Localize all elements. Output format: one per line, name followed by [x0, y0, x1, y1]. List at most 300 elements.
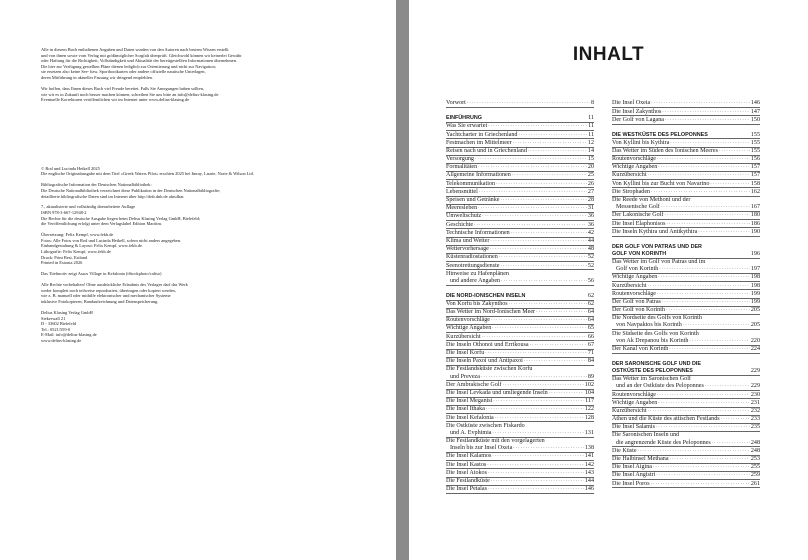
toc-entry-title: Die Halbinsel Methana: [612, 456, 669, 463]
toc-entry: [446, 131, 594, 139]
toc-entry-title: Wichtige Angaben: [446, 325, 492, 332]
toc-page-number: 231: [750, 399, 760, 406]
toc-entry: [446, 180, 594, 188]
toc-entry-title: Küstenradiostationen: [446, 254, 498, 261]
toc-page-number: 197: [750, 266, 760, 273]
toc-page-number: 199: [750, 290, 760, 297]
toc-leader-dots: [666, 221, 749, 228]
toc-entry-title: die angrenzende Küste des Peloponnes: [616, 439, 711, 446]
toc-entry-title: Klima und Wetter: [446, 237, 490, 244]
imprint-paragraph: Bibliografische Information der Deutschen Nationalbibliothek: Die Deutsche Nationalbibliothek verzeichnet diese Publikation in der Deutschen Nationalbibliografie; detaillierte bibliografische Daten sind im Internet über http://dnb.dnb.de abrufbar.: [41, 182, 221, 199]
toc-entry-title: Seenotrettungsdienste: [446, 262, 500, 269]
toc-page-number: 180: [750, 212, 760, 219]
toc-page-number: 62: [587, 292, 594, 299]
toc-leader-dots: [710, 181, 749, 188]
toc-entry: [446, 221, 594, 229]
toc-entry: [612, 480, 760, 488]
toc-leader-dots: [485, 350, 587, 357]
toc-leader-dots: [657, 291, 750, 298]
toc-entry: [446, 100, 594, 108]
toc-entry: [612, 180, 760, 188]
toc-page-number: 205: [750, 322, 760, 329]
toc-page-number: 26: [587, 180, 594, 187]
toc-page-number: 155: [750, 131, 760, 138]
toc-entry: [446, 341, 594, 349]
toc-leader-dots: [670, 140, 750, 147]
toc-leader-dots: [487, 462, 584, 469]
toc-leader-dots: [496, 181, 587, 188]
toc-entry-title: Golf von Korinth: [616, 266, 659, 273]
toc-leader-dots: [492, 430, 583, 437]
toc-leader-dots: [481, 374, 587, 381]
toc-entry-title: Versorgung: [446, 156, 474, 163]
toc-entry-title: DER GOLF VON PATRAS UND DER: [612, 243, 702, 250]
toc-page-number: 84: [587, 358, 594, 365]
toc-entry-title: Wichtige Angaben: [612, 164, 658, 171]
toc-entry: [612, 228, 760, 236]
toc-leader-dots: [524, 358, 587, 365]
toc-leader-dots: [474, 222, 587, 229]
toc-entry-title: Messenische Golf: [616, 204, 660, 211]
toc-entry: [446, 270, 594, 277]
toc-leader-dots: [486, 406, 584, 413]
toc-leader-dots: [651, 189, 750, 196]
toc-spacer: [612, 125, 760, 132]
toc-entry-title: Kurzübersicht: [612, 282, 647, 289]
toc-entry: [612, 259, 760, 266]
toc-page-number: 229: [750, 383, 760, 390]
toc-entry-title: Die Insel Kastos: [446, 461, 487, 468]
toc-leader-dots: [651, 481, 750, 488]
toc-leader-dots: [509, 301, 587, 308]
toc-entry: [612, 424, 760, 432]
toc-entry-title: Athen und die Küste des attischen Festlands: [612, 416, 720, 423]
toc-page-number: 102: [584, 381, 594, 388]
toc-entry-title: Inseln bis zur Insel Oxeia: [450, 445, 513, 452]
toc-page-number: 64: [587, 317, 594, 324]
toc-leader-dots: [665, 117, 750, 124]
toc-leader-dots: [528, 148, 587, 155]
toc-page-number: 146: [584, 486, 594, 493]
toc-page-number: 142: [584, 461, 594, 468]
toc-entry: [446, 229, 594, 237]
toc-entry: [612, 274, 760, 282]
toc-entry-title: DIE WESTKÜSTE DES PELOPONNES: [612, 131, 708, 138]
imprint-paragraph: Übersetzung: Felix Kempf, www.fekb.de Fotos: Alle Fotos von Rod und Lucinda Heikell, sofern nicht anders angegeben. Einbandgestaltung & Layout: Felix Kempf, www.fekb.de Lithografie: Felix Kempf, www.fekb.de Druck: Print Best, Estland Printed in Estonia 2026: [41, 232, 182, 266]
toc-entry: [612, 432, 760, 439]
toc-page-number: 117: [585, 398, 594, 405]
toc-page-number: 104: [584, 389, 594, 396]
toc-entry: [612, 439, 760, 447]
toc-entry-title: und andere Angaben: [450, 277, 501, 284]
toc-leader-dots: [683, 322, 750, 329]
toc-entry: [612, 456, 760, 464]
toc-leader-dots: [698, 229, 750, 236]
toc-page-number: 138: [584, 445, 594, 452]
toc-page-number: 15: [587, 156, 594, 163]
imprint-paragraph: 7., aktualisierte und vollständig überarbeitete Auflage ISBN 978-3-667-12948-2 Die Rechte für die deutsche Ausgabe liegen beim Delius Klasing Verlag GmbH, Bielefeld; die Veröffentlichung erfolgt unter dem Verlagslabel Edition Maritim.: [41, 204, 201, 227]
toc-spacer: [446, 108, 594, 115]
toc-entry-title: Technische Informationen: [446, 229, 510, 236]
toc-leader-dots: [500, 197, 586, 204]
toc-leader-dots: [670, 456, 750, 463]
toc-page-number: 261: [750, 480, 760, 487]
toc-entry: [612, 346, 760, 354]
toc-leader-dots: [658, 400, 750, 407]
toc-page-number: 71: [587, 350, 594, 357]
toc-entry-title: Die Festlandküste mit den vorgelagerten: [446, 438, 545, 445]
toc-leader-dots: [721, 416, 750, 423]
toc-entry-title: Von Korfu bis Zakynthos: [446, 300, 508, 307]
toc-page-number: 36: [587, 221, 594, 228]
toc-leader-dots: [656, 424, 750, 431]
toc-entry-title: Der Golf von Lagana: [612, 116, 664, 123]
toc-entry: [446, 398, 594, 406]
toc-page-number: 157: [750, 164, 760, 171]
toc-entry-title: Die Inseln Othonoi und Errikousa: [446, 341, 529, 348]
toc-entry: [446, 390, 594, 398]
toc-leader-dots: [705, 383, 750, 390]
toc-entry-title: Wichtige Angaben: [612, 399, 658, 406]
toc-page-number: 44: [587, 237, 594, 244]
toc-page-number: 62: [587, 300, 594, 307]
toc-leader-dots: [651, 100, 750, 107]
toc-entry-title: Vorwort: [446, 100, 466, 107]
toc-entry-title: Die Küste: [612, 447, 637, 454]
toc-entry: [612, 220, 760, 228]
toc-entry: [446, 350, 594, 358]
toc-entry-title: DER SARONISCHE GOLF UND DIE: [612, 360, 701, 367]
toc-entry-title: Die Insel Kefalonia: [446, 414, 494, 421]
toc-page-number: 12: [587, 139, 594, 146]
toc-entry: [612, 282, 760, 290]
toc-entry: [612, 197, 760, 204]
toc-leader-dots: [719, 148, 750, 155]
toc-entry: [612, 156, 760, 164]
toc-leader-dots: [491, 478, 584, 485]
toc-entry-title: Die Insel Poros: [612, 480, 650, 487]
toc-page-number: 11: [588, 131, 594, 138]
toc-entry-title: Die Insel Oxeia: [612, 100, 651, 107]
imprint-paragraph: Das Titelmotiv zeigt Assos Village in Kefalonia (iStockphoto/caliso): [41, 271, 162, 277]
toc-section-heading: [446, 115, 594, 123]
toc-entry: [612, 307, 760, 315]
toc-page-number: 230: [750, 391, 760, 398]
toc-entry: [612, 416, 760, 424]
toc-leader-dots: [669, 346, 750, 353]
toc-entry: [612, 139, 760, 147]
toc-entry: [446, 430, 594, 438]
toc-entry-title: Allgemeine Informationen: [446, 172, 511, 179]
toc-page-number: 233: [750, 416, 760, 423]
toc-page-number: 28: [587, 197, 594, 204]
toc-page-number: 155: [750, 147, 760, 154]
toc-entry-title: Die Festlandküste: [446, 478, 490, 485]
imprint-paragraph: © Rod und Lucinda Heikell 2025 Die englische Originalausgabe mit dem Titel »Greek Waters Pilot« erschien 2025 bei Imray, Laurie, Norie & Wilson Ltd.: [41, 165, 254, 177]
toc-leader-dots: [657, 156, 750, 163]
toc-entry-title: GOLF VON KORINTH: [612, 250, 667, 257]
toc-page-number: 232: [750, 407, 760, 414]
toc-page-number: 199: [750, 298, 760, 305]
toc-entry-title: Wettervorhersage: [446, 246, 489, 253]
toc-entry-title: Die Inseln Paxoi und Antipaxoi: [446, 358, 523, 365]
toc-entry-title: EINFÜHRUNG: [446, 115, 482, 122]
toc-entry-title: Was Sie erwartet: [446, 123, 488, 130]
toc-entry-title: Die Reede von Methoni und der: [612, 197, 691, 204]
toc-section-heading: [612, 360, 760, 367]
toc-entry: [612, 447, 760, 455]
toc-entry: [446, 254, 594, 262]
toc-leader-dots: [662, 299, 750, 306]
toc-leader-dots: [475, 156, 587, 163]
toc-leader-dots: [479, 189, 587, 196]
toc-page-number: 198: [750, 282, 760, 289]
toc-page-number: 143: [584, 469, 594, 476]
toc-page-number: 196: [750, 250, 760, 257]
toc-page-number: 147: [750, 108, 760, 115]
toc-leader-dots: [501, 278, 587, 285]
toc-page-number: 146: [750, 100, 760, 107]
toc-page-number: 229: [750, 367, 760, 374]
toc-entry-title: Die Saronischen Inseln und: [612, 432, 680, 439]
toc-spacer: [446, 286, 594, 293]
toc-page-number: 205: [750, 307, 760, 314]
toc-entry-title: Yachtcharter in Griechenland: [446, 131, 518, 138]
toc-leader-dots: [638, 448, 750, 455]
toc-page-number: 25: [587, 172, 594, 179]
toc-entry-title: Kurzübersicht: [612, 407, 647, 414]
toc-entry-title: Die Insel Salamis: [612, 424, 655, 431]
toc-entry: [446, 453, 594, 461]
toc-leader-dots: [648, 172, 750, 179]
toc-entry-title: Die Insel Elaphonisos: [612, 220, 666, 227]
toc-entry: [446, 262, 594, 270]
toc-entry: [446, 381, 594, 389]
toc-entry-title: Das Wetter im Saronischen Golf: [612, 376, 691, 383]
toc-page-number: 156: [750, 156, 760, 163]
toc-page-number: 144: [584, 478, 594, 485]
imprint-paragraph: Alle in diesem Buch enthaltenen Angaben und Daten wurden von den Autoren nach bestem Wissen erstellt und von ihnen sowie vom Verlag mit größtmöglicher Sorgfalt überprüft. Gleichwohl können wir keinerlei Gewähr oder Haftung für die Richtigkeit, Vollständigkeit und Aktualität der bereitgestellten Informationen übernehmen. Die hier zur Verfügung gestellten Pläne dienen lediglich zur Orientierung und nicht zur Navigation; sie ersetzen also keine See- bzw. Sportbootkarten oder andere offizielle nautische Unterlagen, deren Mitführung in aktueller Fassung wir dringend empfehlen.: [41, 47, 242, 80]
toc-title: INHALT: [572, 44, 645, 65]
toc-entry-title: Routenvorschläge: [612, 290, 656, 297]
toc-page-number: 190: [750, 228, 760, 235]
toc-entry: [446, 197, 594, 205]
toc-entry-title: Von Kyllini bis zur Bucht von Navarino: [612, 180, 710, 187]
toc-leader-dots: [664, 212, 749, 219]
toc-leader-dots: [513, 140, 587, 147]
toc-entry-title: Umweltschutz: [446, 213, 482, 220]
toc-entry: [446, 486, 594, 494]
toc-page-number: 131: [584, 429, 594, 436]
toc-leader-dots: [656, 472, 750, 479]
toc-section-heading: [612, 131, 760, 139]
toc-leader-dots: [488, 123, 587, 130]
toc-entry: [446, 148, 594, 156]
toc-entry-title: Routenvorschläge: [612, 391, 656, 398]
toc-entry-title: und an der Ostküste des Peloponnes: [616, 383, 704, 390]
toc-entry-title: Die Insel Angistri: [612, 472, 656, 479]
toc-entry-title: Die Insel Korfu: [446, 350, 485, 357]
toc-leader-dots: [659, 266, 750, 273]
toc-entry-title: Speisen und Getränke: [446, 197, 500, 204]
toc-leader-dots: [689, 338, 749, 345]
toc-entry: [446, 333, 594, 341]
toc-entry-title: Reisen nach und in Griechenland: [446, 147, 527, 154]
toc-entry-title: Die Insel Aigina: [612, 464, 652, 471]
toc-entry: [446, 317, 594, 325]
toc-entry: [612, 172, 760, 180]
toc-leader-dots: [536, 309, 587, 316]
toc-entry: [612, 188, 760, 196]
toc-entry-title: Die Strophaden: [612, 188, 651, 195]
toc-entry-title: Das Wetter im Süden des Ionischen Meeres: [612, 147, 719, 154]
toc-entry: [446, 205, 594, 213]
toc-page-number: 248: [750, 439, 760, 446]
toc-entry-title: Die Insel Ithaka: [446, 406, 485, 413]
toc-entry: [446, 139, 594, 147]
toc-page-number: 64: [587, 309, 594, 316]
toc-page-number: 162: [750, 188, 760, 195]
toc-leader-dots: [492, 453, 584, 460]
toc-page-number: 52: [587, 262, 594, 269]
toc-entry: [612, 100, 760, 108]
toc-leader-dots: [658, 274, 750, 281]
toc-section-heading: [612, 243, 760, 250]
toc-page-number: 31: [587, 205, 594, 212]
toc-leader-dots: [490, 238, 587, 245]
toc-entry: [612, 408, 760, 416]
toc-page-number: 224: [750, 346, 760, 353]
toc-leader-dots: [658, 164, 750, 171]
toc-entry-title: Der Kanal von Korinth: [612, 346, 669, 353]
toc-entry: [612, 108, 760, 116]
toc-entry-title: Kurzübersicht: [446, 333, 481, 340]
toc-entry-title: Die Ostküste zwischen Fiskardo: [446, 422, 525, 429]
imprint-paragraph: Delius Klasing Verlag GmbH Siekerwall 21 D - 33602 Bielefeld Tel.: 0521/559-0 E-Mail: info@delius-klasing.de www.delius-klasing.de: [41, 309, 97, 343]
toc-entry: [612, 391, 760, 399]
toc-page-number: 220: [750, 337, 760, 344]
toc-page-number: 11: [588, 115, 594, 122]
toc-leader-dots: [478, 164, 587, 171]
toc-page-number: 42: [587, 229, 594, 236]
toc-entry-title: DIE NORD-IONISCHEN INSELN: [446, 292, 526, 299]
toc-leader-dots: [500, 263, 586, 270]
toc-entry: [612, 376, 760, 383]
toc-entry: [612, 322, 760, 330]
toc-entry: [612, 383, 760, 391]
toc-leader-dots: [657, 392, 750, 399]
toc-entry-title: Die Festlandsküste zwischen Korfu: [446, 366, 533, 373]
toc-leader-dots: [488, 486, 584, 493]
toc-leader-dots: [511, 230, 587, 237]
toc-entry: [612, 472, 760, 480]
toc-leader-dots: [467, 100, 590, 107]
toc-page-number: 167: [750, 204, 760, 211]
toc-leader-dots: [648, 408, 750, 415]
toc-entry: [612, 330, 760, 337]
toc-entry: [612, 164, 760, 172]
toc-entry: [612, 290, 760, 298]
toc-leader-dots: [492, 325, 587, 332]
toc-entry-title: Die Südseite des Golfs von Korinth: [612, 330, 699, 337]
toc-column-right: [612, 100, 760, 488]
toc-entry-title: von Navpaktos bis Korinth: [616, 322, 682, 329]
toc-page-number: 89: [587, 373, 594, 380]
toc-entry: [612, 204, 760, 212]
toc-entry: [446, 422, 594, 429]
toc-entry-title: Der Golf von Korinth: [612, 307, 665, 314]
toc-leader-dots: [488, 470, 584, 477]
toc-leader-dots: [661, 204, 750, 211]
toc-entry-title: Festmachen im Mittelmeer: [446, 139, 512, 146]
toc-entry: [446, 478, 594, 486]
toc-page: [409, 0, 808, 560]
toc-entry: [446, 238, 594, 246]
toc-page-number: 141: [584, 453, 594, 460]
toc-page-number: 52: [587, 254, 594, 261]
toc-leader-dots: [491, 317, 587, 324]
toc-entry: [612, 337, 760, 345]
toc-entry-title: Die Insel Levkada und umliegende Inseln: [446, 389, 548, 396]
toc-page-number: 48: [587, 246, 594, 253]
toc-leader-dots: [490, 246, 587, 253]
toc-leader-dots: [712, 440, 750, 447]
toc-leader-dots: [512, 172, 587, 179]
toc-entry-title: Kurzübersicht: [612, 172, 647, 179]
toc-entry-title: OSTKÜSTE DES PELOPONNES: [612, 367, 693, 374]
toc-entry-title: Routenvorschläge: [446, 317, 490, 324]
toc-page-number: 253: [750, 456, 760, 463]
toc-page-number: 67: [587, 341, 594, 348]
imprint-paragraph: Alle Rechte vorbehalten! Ohne ausdrückliche Erlaubnis des Verlages darf das Werk weder komplett noch teilweise reproduziert, übertragen oder kopiert werden, wie z. B. manuell oder mithilfe elektronischer und mechanischer Systeme inklusive Fotokopieren, Bandaufzeichnung und Datenspeicherung.: [41, 282, 188, 304]
toc-entry-title: Das Wetter im Nord-Ionischen Meer: [446, 309, 536, 316]
toc-entry: [446, 438, 594, 445]
toc-entry: [446, 469, 594, 477]
toc-section-heading: [612, 368, 760, 376]
toc-entry-title: Formalitäten: [446, 164, 478, 171]
toc-entry: [446, 406, 594, 414]
toc-entry-title: von Ak Drepanou bis Korinth: [616, 337, 689, 344]
toc-page-number: 11: [588, 123, 594, 130]
toc-page-number: 56: [587, 277, 594, 284]
toc-entry-title: Wichtige Angaben: [612, 274, 658, 281]
toc-page-number: 158: [750, 180, 760, 187]
toc-page-number: 20: [587, 164, 594, 171]
toc-page-number: 36: [587, 213, 594, 220]
toc-page-number: 198: [750, 274, 760, 281]
toc-entry: [612, 464, 760, 472]
toc-leader-dots: [495, 415, 584, 422]
toc-section-heading: [612, 250, 760, 258]
toc-page-number: 14: [587, 147, 594, 154]
toc-entry: [446, 309, 594, 317]
toc-entry-title: Der Ambrakische Golf: [446, 381, 502, 388]
toc-entry: [612, 116, 760, 124]
toc-entry: [446, 358, 594, 366]
imprint-text: [41, 47, 341, 349]
toc-entry-title: Die Insel Atokos: [446, 469, 487, 476]
toc-leader-dots: [493, 398, 584, 405]
toc-entry-title: Die Insel Meganisi: [446, 398, 493, 405]
toc-entry: [446, 188, 594, 196]
toc-entry-title: und Preveza: [450, 373, 480, 380]
toc-entry-title: Die Inseln Kythira und Antikythira: [612, 228, 698, 235]
toc-page-number: 66: [587, 333, 594, 340]
toc-leader-dots: [518, 132, 587, 139]
toc-page-number: 255: [750, 464, 760, 471]
toc-entry-title: Die Insel Petalas: [446, 486, 487, 493]
toc-entry: [446, 301, 594, 309]
